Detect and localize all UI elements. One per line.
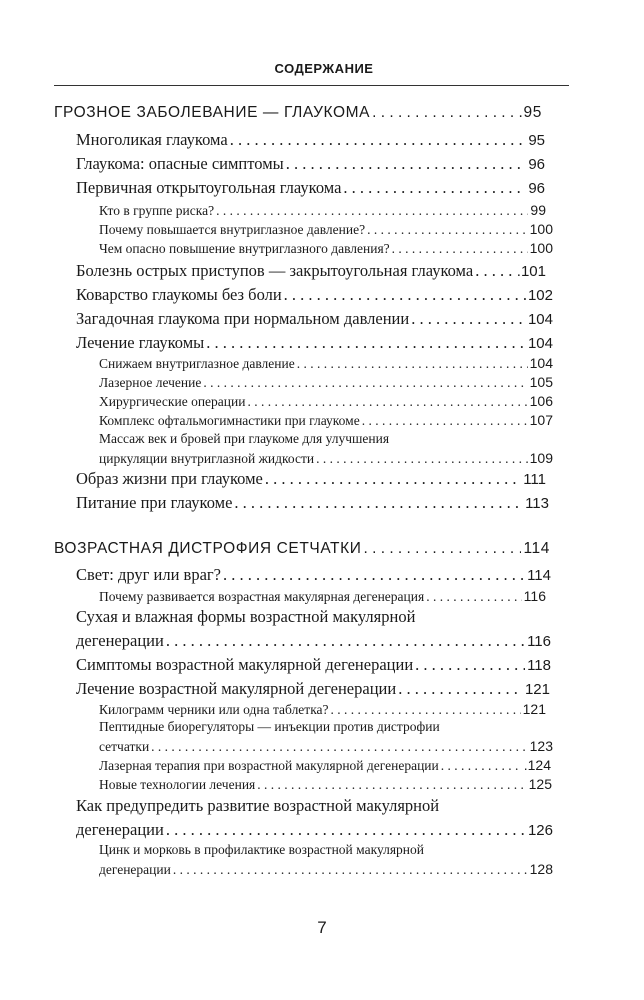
toc-label: Хирургические операции — [99, 394, 246, 409]
toc-chapter[interactable] — [76, 178, 545, 198]
toc-page: 116 — [523, 588, 546, 604]
toc-page: 114 — [523, 540, 550, 557]
toc-label: ГРОЗНОЕ ЗАБОЛЕВАНИЕ — ГЛАУКОМА — [54, 104, 371, 121]
toc-chapter[interactable] — [76, 679, 550, 699]
dot-leader — [343, 178, 526, 198]
dot-leader — [230, 130, 527, 150]
toc-label: Снижаем внутриглазное давление — [99, 356, 295, 371]
toc-label: Питание при глаукоме — [76, 493, 233, 512]
toc-section[interactable] — [99, 450, 553, 467]
toc-label: Многоликая глаукома — [76, 130, 228, 149]
toc-chapter[interactable] — [76, 655, 551, 675]
toc-page: 125 — [528, 776, 552, 792]
toc-page: 100 — [529, 240, 553, 256]
dot-leader — [426, 589, 521, 605]
toc-page: 123 — [529, 738, 553, 754]
dot-leader — [316, 451, 528, 467]
toc-chapter[interactable] — [76, 820, 553, 840]
toc-page: 113 — [525, 495, 549, 512]
dot-leader — [166, 820, 526, 840]
toc-section[interactable] — [99, 701, 546, 718]
dot-leader — [173, 862, 528, 878]
dot-leader — [166, 631, 525, 651]
toc-section[interactable] — [99, 202, 546, 219]
toc-label: Симптомы возрастной макулярной дегенерации — [76, 655, 414, 674]
toc-label: Лечение глаукомы — [76, 333, 205, 352]
running-header: СОДЕРЖАНИЕ — [274, 61, 374, 76]
dot-leader — [475, 261, 515, 281]
toc-section[interactable] — [99, 393, 553, 410]
toc-label: дегенерации — [76, 631, 164, 650]
toc-section-first-line[interactable]: Цинк и морковь в профилактике возрастной макулярной — [99, 842, 425, 857]
toc-page: 95 — [528, 132, 545, 149]
toc-label: Комплекс офтальмогимнастики при глаукоме — [99, 413, 360, 428]
dot-leader — [362, 413, 528, 429]
page-number: 7 — [317, 918, 327, 937]
toc-chapter[interactable] — [76, 154, 545, 174]
dot-leader — [441, 758, 522, 774]
dot-leader — [206, 333, 526, 353]
toc-chapter[interactable] — [76, 469, 546, 489]
toc-section[interactable] — [99, 776, 552, 793]
toc-page: 107 — [529, 412, 553, 428]
header-rule — [54, 85, 569, 86]
toc-page: 104 — [529, 355, 553, 371]
toc-section[interactable] — [99, 588, 546, 605]
dot-leader — [234, 493, 523, 513]
dot-leader — [203, 375, 527, 391]
toc-page: 104 — [527, 311, 553, 328]
toc-page: 116 — [527, 633, 551, 650]
toc-page: 118 — [527, 657, 551, 674]
dot-leader — [151, 739, 527, 755]
dot-leader — [223, 565, 525, 585]
toc-label: Образ жизни при глаукоме — [76, 469, 263, 488]
toc-section[interactable] — [99, 374, 553, 391]
toc-page: 100 — [529, 221, 553, 237]
toc-page: 111 — [523, 471, 546, 488]
toc-section-first-line[interactable]: Пептидные биорегуляторы — инъекции против дистрофии — [99, 719, 440, 734]
toc-page: 121 — [522, 701, 546, 717]
toc-label: Первичная открытоугольная глаукома — [76, 178, 342, 197]
toc-label: дегенерации — [99, 862, 171, 877]
dot-leader — [392, 241, 528, 257]
toc-label: Коварство глаукомы без боли — [76, 285, 282, 304]
toc-page: 102 — [527, 287, 553, 304]
toc-chapter[interactable] — [76, 261, 546, 281]
dot-leader — [257, 777, 526, 793]
toc-page: 96 — [528, 180, 545, 197]
toc-label: Глаукома: опасные симптомы — [76, 154, 284, 173]
toc-page: 99 — [530, 202, 546, 218]
toc-chapter[interactable] — [76, 285, 553, 305]
toc-label: Чем опасно повышение внутриглазного давления? — [99, 241, 390, 256]
toc-page: .124 — [523, 757, 551, 773]
dot-leader — [372, 104, 521, 122]
toc-page: 109 — [529, 450, 553, 466]
toc-label: дегенерации — [76, 820, 164, 839]
toc-label: Кто в группе риска? — [99, 203, 215, 218]
dot-leader — [216, 203, 528, 219]
toc-section-first-line[interactable]: Массаж век и бровей при глаукоме для улучшения — [99, 431, 390, 446]
toc-section[interactable] — [99, 757, 551, 774]
dot-leader — [367, 222, 528, 238]
toc-page: 95 — [523, 104, 542, 121]
toc-page: 114 — [527, 567, 551, 584]
toc-chapter[interactable] — [76, 631, 551, 651]
toc-page: .101 — [516, 263, 546, 280]
dot-leader — [297, 356, 528, 372]
toc-label: Новые технологии лечения — [99, 777, 256, 792]
toc-section[interactable] — [99, 240, 553, 257]
toc-chapter[interactable] — [76, 493, 549, 513]
toc-label: Лазерное лечение — [99, 375, 202, 390]
toc-part-heading[interactable] — [54, 104, 542, 122]
toc-page: 96 — [528, 156, 545, 173]
toc-section[interactable] — [99, 355, 553, 372]
toc-label: Лечение возрастной макулярной дегенерации — [76, 679, 397, 698]
dot-leader — [265, 469, 521, 489]
toc-chapter[interactable] — [76, 565, 551, 585]
toc-label: Лазерная терапия при возрастной макулярной дегенерации — [99, 758, 439, 773]
dot-leader — [363, 540, 521, 558]
dot-leader — [247, 394, 527, 410]
dot-leader — [284, 285, 526, 305]
dot-leader — [415, 655, 525, 675]
dot-leader — [331, 702, 521, 718]
toc-label: Свет: друг или враг? — [76, 565, 221, 584]
toc-chapter[interactable] — [76, 333, 553, 353]
toc-chapter[interactable] — [76, 130, 545, 150]
toc-page: 128 — [529, 861, 553, 877]
toc-page: 121 — [524, 681, 550, 698]
toc-chapter-first-line[interactable]: Сухая и влажная формы возрастной макулярной — [76, 607, 416, 626]
toc-page: 126 — [527, 822, 553, 839]
toc-section[interactable] — [99, 221, 553, 238]
toc-label: сетчатки — [99, 739, 150, 754]
toc-section[interactable] — [99, 412, 553, 429]
toc-page: 106 — [529, 393, 553, 409]
toc-page: 104 — [527, 335, 553, 352]
toc-chapter[interactable] — [76, 309, 553, 329]
toc-part-heading[interactable] — [54, 540, 550, 558]
toc-label: Загадочная глаукома при нормальном давлении — [76, 309, 410, 328]
dot-leader — [286, 154, 527, 174]
toc-label: Почему повышается внутриглазное давление? — [99, 222, 366, 237]
dot-leader — [411, 309, 526, 329]
dot-leader — [398, 679, 523, 699]
toc-label: ВОЗРАСТНАЯ ДИСТРОФИЯ СЕТЧАТКИ — [54, 540, 362, 557]
toc-label: Почему развивается возрастная макулярная дегенерация — [99, 589, 425, 604]
toc-label: Болезнь острых приступов — закрытоугольная глаукома — [76, 261, 474, 280]
toc-section[interactable] — [99, 861, 553, 878]
toc-section[interactable] — [99, 738, 553, 755]
toc-label: циркуляции внутриглазной жидкости — [99, 451, 315, 466]
toc-chapter-first-line[interactable]: Как предупредить развитие возрастной макулярной — [76, 796, 440, 815]
toc-page: 105 — [529, 374, 553, 390]
toc-label: Килограмм черники или одна таблетка? — [99, 702, 329, 717]
